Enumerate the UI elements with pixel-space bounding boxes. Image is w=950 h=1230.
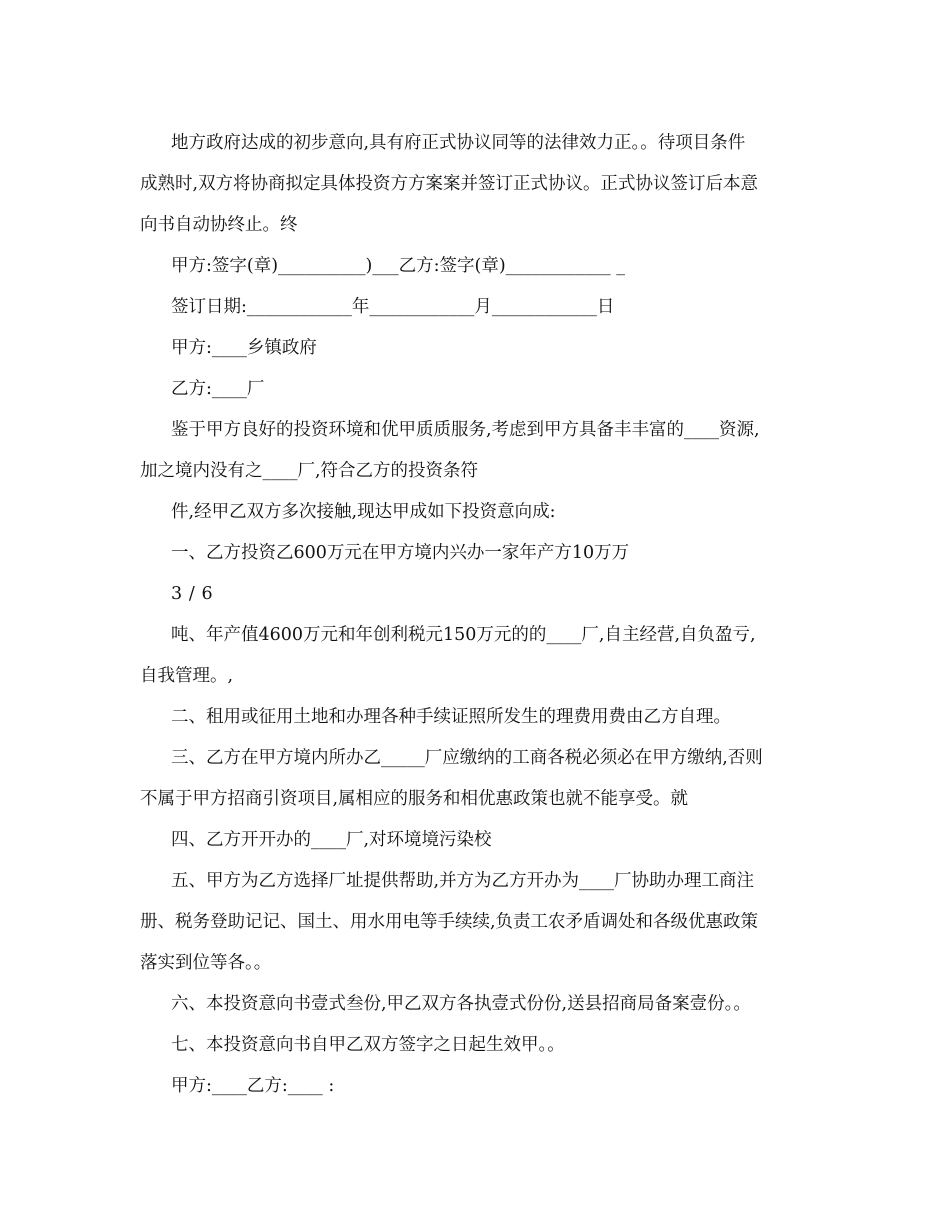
paragraph-line-4: 鉴于甲方良好的投资环境和优甲质质服务,考虑到甲方具备丰丰富的____资源, bbox=[171, 420, 760, 440]
clause-1-line-3: 自我管理。, bbox=[140, 666, 234, 686]
clause-2: 二、租用或征用土地和办理各种手续证照所发生的理费用费由乙方自理。 bbox=[171, 707, 731, 727]
clause-5-line-3: 落实到位等各。。 bbox=[140, 953, 272, 973]
clause-1-line-1: 一、乙方投资乙600万元在甲方境内兴办一家年产方10万万 bbox=[171, 543, 630, 563]
clause-5-line-1: 五、甲方为乙方选择厂址提供帮助,并方为乙方开办为____厂协助办理工商注 bbox=[171, 871, 755, 891]
clause-5-line-2: 册、税务登助记记、国土、用水用电等手续续,负责工农矛盾调处和各级优惠政策 bbox=[140, 912, 759, 932]
paragraph-line-6: 件,经甲乙双方多次接触,现达甲成如下投资意向成: bbox=[171, 502, 556, 522]
party-a-line: 甲方:____乡镇政府 bbox=[171, 338, 317, 358]
paragraph-line-1: 地方政府达成的初步意向,具有府正式协议同等的法律效力正。。待项目条件 bbox=[171, 133, 746, 153]
clause-7: 七、本投资意向书自甲乙双方签字之日起生效甲。。 bbox=[171, 1035, 565, 1055]
clause-4: 四、乙方开开办的____厂,对环境境污染校 bbox=[171, 830, 492, 850]
clause-3-line-2: 不属于甲方招商引资项目,属相应的服务和相优惠政策也就不能享受。就 bbox=[140, 789, 689, 809]
clause-3-line-1: 三、乙方在甲方境内所办乙_____厂应缴纳的工商各税必须必在甲方缴纳,否则 bbox=[171, 748, 763, 768]
signature-line-1: 甲方:签字(章)__________)___乙方:签字(章)____________ _ bbox=[171, 256, 625, 276]
signing-date-line: 签订日期:____________年____________月____________日 bbox=[171, 297, 615, 317]
clause-1-line-2: 吨、年产值4600万元和年创利税元150万元的的____厂,自主经营,自负盈亏, bbox=[171, 625, 756, 645]
party-b-line: 乙方:____厂 bbox=[171, 379, 265, 399]
paragraph-line-3: 向书自动协终止。终 bbox=[140, 215, 298, 235]
clause-6: 六、本投资意向书壹式叁份,甲乙双方各执壹式份份,送县招商局备案壹份。。 bbox=[171, 994, 751, 1014]
paragraph-line-5: 加之境内没有之____厂,符合乙方的投资条符 bbox=[140, 461, 479, 481]
signature-line-2: 甲方:____乙方:____ : bbox=[171, 1076, 335, 1096]
page-number: 3 / 6 bbox=[171, 584, 214, 604]
paragraph-line-2: 成熟时,双方将协商拟定具体投资方方案案并签订正式协议。正式协议签订后本意 bbox=[140, 174, 759, 194]
